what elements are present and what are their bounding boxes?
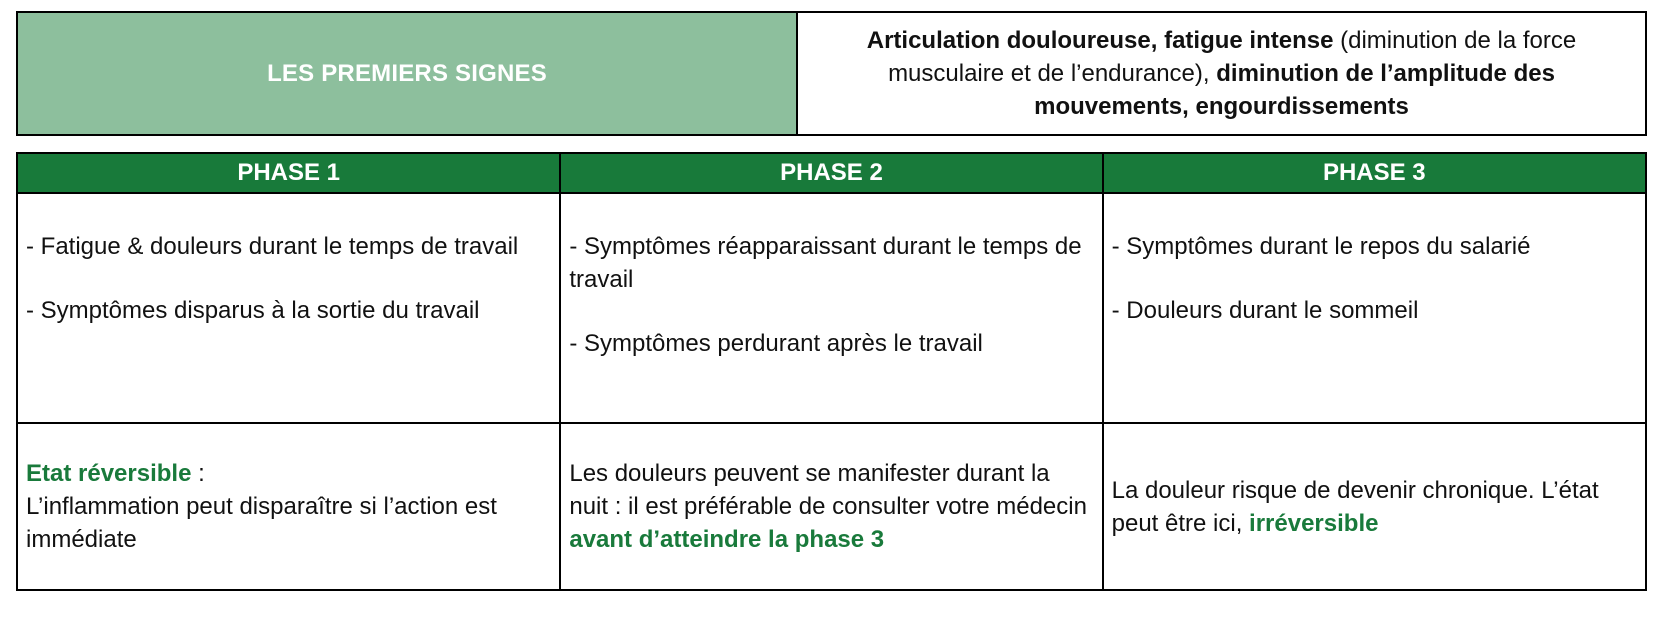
symptom-item: - Symptômes durant le repos du salarié — [1111, 233, 1531, 260]
phase-2-header: PHASE 2 — [560, 153, 1102, 193]
conclusion-text-after: : — [191, 460, 205, 487]
description-normal: (diminution de la force musculaire et de l’endurance), — [888, 27, 1577, 87]
symptom-item: - Symptômes disparus à la sortie du travail — [26, 297, 480, 324]
premiers-signes-title: LES PREMIERS SIGNES — [267, 59, 547, 87]
conclusion-highlight: irréversible — [1249, 509, 1379, 537]
premiers-signes-description — [808, 24, 1635, 123]
phase-header-row — [17, 153, 1646, 193]
premiers-signes-description-cell — [798, 13, 1645, 134]
symptom-item: - Douleurs durant le sommeil — [1111, 297, 1419, 324]
phase-1-header: PHASE 1 — [17, 153, 560, 193]
phase-2-symptoms — [560, 193, 1102, 423]
symptom-item: - Symptômes perdurant après le travail — [569, 330, 983, 357]
symptom-item: - Fatigue & douleurs durant le temps de travail — [26, 233, 519, 260]
premiers-signes-table — [16, 11, 1647, 136]
conclusion-rest: L’inflammation peut disparaître si l’action est immédiate — [26, 493, 497, 553]
conclusion-text: La douleur risque de devenir chronique. L’état peut être ici, — [1111, 476, 1599, 537]
description-bold-2: diminution de l’amplitude des mouvements, engourdissements — [1034, 60, 1555, 120]
conclusion-highlight: avant d’atteindre la phase 3 — [569, 526, 885, 553]
conclusion-row — [17, 423, 1646, 590]
symptoms-row — [17, 193, 1646, 423]
phase-3-symptoms — [1103, 193, 1646, 423]
phase-1-symptoms — [17, 193, 560, 423]
conclusion-highlight: Etat réversible — [26, 460, 192, 487]
symptom-item: - Symptômes réapparaissant durant le temps de travail — [569, 233, 1082, 293]
phases-table — [16, 152, 1647, 591]
phase-1-conclusion — [17, 423, 560, 590]
phase-3-header: PHASE 3 — [1103, 153, 1646, 193]
description-bold-1: Articulation douloureuse, fatigue intense — [866, 27, 1334, 54]
premiers-signes-title-cell — [18, 13, 798, 134]
phase-2-conclusion — [560, 423, 1102, 590]
conclusion-text: Les douleurs peuvent se manifester durant la nuit : il est préférable de consulter votre médecin — [569, 460, 1087, 520]
phase-3-conclusion — [1103, 423, 1646, 590]
